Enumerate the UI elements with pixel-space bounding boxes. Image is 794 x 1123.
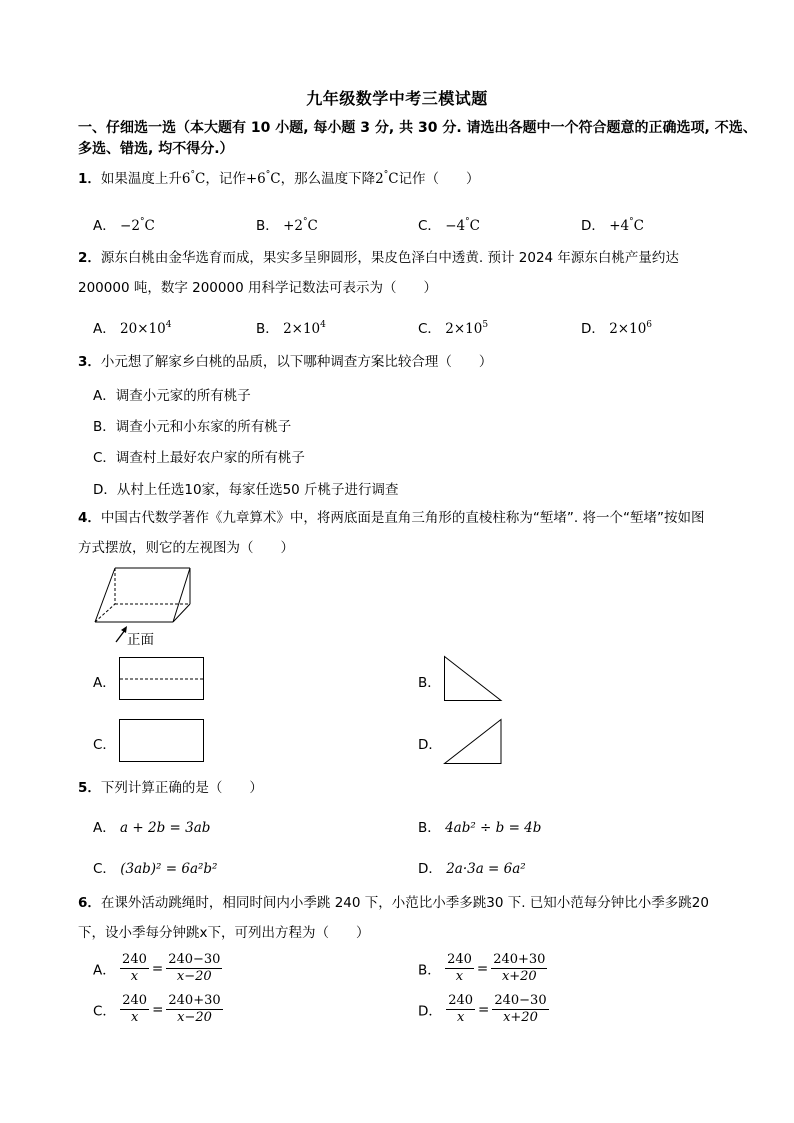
fraction-right (166, 993, 222, 1026)
denominator: x+20 (501, 969, 537, 984)
option-label: A． (93, 820, 116, 836)
q3-option-a[interactable]: A．调查小元家的所有桃子 (93, 388, 251, 404)
equals-sign: = (152, 1001, 164, 1018)
option-value: −4 (445, 218, 466, 234)
q4-option-c-figure[interactable] (119, 719, 205, 763)
equals-sign: = (151, 960, 164, 977)
option-expression: 2a·3a = 6a² (446, 861, 526, 877)
q2-option-a[interactable] (93, 317, 171, 337)
option-label: D． (418, 861, 442, 877)
degree-sign: ° (383, 170, 389, 180)
question-number: 5． (78, 780, 101, 796)
fraction-left (446, 993, 475, 1026)
q4-option-b-figure[interactable] (444, 656, 504, 702)
q1-text: ，那么温度下降 (280, 171, 376, 187)
q6-option-d[interactable] (418, 993, 549, 1026)
option-value: 2×10 (609, 321, 647, 337)
question-number: 4． (78, 510, 101, 526)
denominator: x (455, 969, 464, 984)
denominator: x (130, 969, 139, 984)
option-value: +4 (609, 218, 630, 234)
unit: C (307, 218, 318, 234)
degree-sign: ° (465, 217, 470, 227)
fraction-left (120, 952, 149, 985)
numerator: 240−30 (494, 993, 547, 1008)
section-heading: 一、仔细选一选（本大题有 10 小题, 每小题 3 分, 共 30 分. 请选出各题中一个符合题意的正确选项, 不选、多选、错选, 均不得分.） (78, 120, 757, 157)
option-label: B． (256, 218, 279, 234)
option-expression: 4ab² ÷ b = 4b (445, 820, 542, 836)
numerator: 240 (447, 952, 472, 967)
q1-value: 2 (375, 171, 384, 187)
question-6 (78, 888, 758, 948)
q6-line-1: 在课外活动跳绳时，相同时间内小季跳 240 下，小范比小季多跳30 下. 已知小范每分钟比小季多跳20 (100, 895, 709, 911)
q6-option-b[interactable] (418, 952, 547, 985)
q2-option-b[interactable] (256, 317, 326, 337)
q4-option-d-figure[interactable] (444, 719, 504, 765)
option-value: 2×10 (445, 321, 483, 337)
numerator: 240+30 (168, 993, 221, 1008)
denominator: x−20 (177, 1010, 212, 1025)
q3-option-d[interactable]: D．从村上任选10家，每家任选50 斤桃子进行调查 (93, 482, 399, 498)
q6-line-2: 下，设小季每分钟跳x下，可列出方程为（ ） (78, 925, 370, 941)
q3-option-b[interactable]: B．调查小元和小东家的所有桃子 (93, 419, 292, 435)
question-number: 3． (78, 354, 101, 370)
q2-option-d[interactable] (581, 317, 652, 337)
option-label: D． (581, 218, 605, 234)
q4-option-d-label[interactable]: D． (418, 737, 442, 753)
q4-option-c-label[interactable]: C． (93, 737, 116, 753)
question-number: 6． (78, 895, 101, 911)
q1-option-a[interactable] (93, 214, 155, 234)
denominator: x (456, 1010, 465, 1025)
q1-text: 如果温度上升 (100, 171, 182, 187)
exponent: 6 (646, 320, 653, 330)
numerator: 240 (122, 952, 147, 967)
option-label: B． (256, 321, 279, 337)
option-label: A． (93, 218, 116, 234)
question-2 (78, 243, 758, 303)
q4-line-2: 方式摆放，则它的左视图为（ ） (78, 540, 294, 556)
q1-option-b[interactable] (256, 214, 318, 234)
q3-text: 小元想了解家乡白桃的品质，以下哪种调查方案比较合理（ ） (100, 354, 493, 370)
q1-value: 6 (181, 171, 191, 187)
numerator: 240+30 (493, 952, 546, 967)
q6-option-c[interactable] (93, 993, 223, 1026)
degree-sign: ° (139, 217, 145, 227)
front-label: 正面 (127, 632, 154, 648)
degree-sign: ° (629, 217, 634, 227)
option-value: 20×10 (120, 321, 166, 337)
numerator: 240 (122, 993, 148, 1008)
fraction-right (492, 993, 548, 1026)
q1-option-d[interactable] (581, 214, 644, 234)
question-number: 2． (78, 250, 101, 266)
fraction-left (445, 952, 474, 985)
q4-option-a-label[interactable]: A． (93, 675, 116, 691)
q2-line-1: 源东白桃由金华选育而成，果实多呈卵圆形，果皮色泽白中透黄. 预计 2024 年源东白桃产量约达 (100, 250, 679, 266)
q4-line-1: 中国古代数学著作《九章算术》中，将两底面是直角三角形的直棱柱称为“堑堵”. 将一个“堑堵”按如图 (100, 510, 705, 526)
fraction-right (166, 952, 222, 985)
exponent: 4 (165, 320, 172, 330)
q4-option-a-figure[interactable] (119, 657, 205, 701)
unit: C (270, 171, 281, 187)
degree-sign: ° (265, 170, 271, 180)
option-label: C． (93, 1003, 116, 1020)
unit: C (144, 218, 155, 234)
denominator: x−20 (176, 969, 212, 984)
q5-option-a[interactable] (93, 816, 210, 836)
q5-option-b[interactable] (418, 816, 541, 836)
option-label: D． (418, 1003, 442, 1020)
unit: C (195, 171, 206, 187)
question-number: 1． (78, 171, 101, 187)
denominator: x+20 (503, 1010, 538, 1025)
question-3 (78, 347, 758, 377)
option-label: C． (93, 861, 116, 877)
option-value: 2×10 (283, 321, 321, 337)
option-label: A． (93, 962, 116, 979)
question-4 (78, 503, 758, 563)
question-5 (78, 773, 758, 803)
q1-value: +6 (245, 171, 266, 187)
degree-sign: ° (302, 217, 308, 227)
fraction-right (491, 952, 547, 985)
option-expression: (3ab)² = 6a²b² (120, 861, 218, 877)
fraction-left (120, 993, 149, 1026)
q3-option-c[interactable]: C．调查村上最好农户家的所有桃子 (93, 450, 305, 466)
q1-option-c[interactable] (418, 214, 480, 234)
option-value: −2 (120, 218, 140, 234)
q2-line-2: 200000 吨，数字 200000 用科学记数法可表示为（ ） (78, 280, 437, 296)
q6-option-a[interactable] (93, 952, 222, 985)
unit: C (388, 171, 399, 187)
exponent: 5 (482, 320, 489, 330)
option-label: A． (93, 321, 116, 337)
question-1 (78, 164, 758, 194)
equals-sign: = (478, 1001, 490, 1018)
unit: C (633, 218, 644, 234)
numerator: 240 (448, 993, 474, 1008)
unit: C (469, 218, 480, 234)
q2-option-c[interactable] (418, 317, 488, 337)
option-label: C． (418, 321, 441, 337)
option-label: B． (418, 820, 441, 836)
option-label: D． (581, 321, 605, 337)
equals-sign: = (476, 960, 489, 977)
q5-option-c[interactable] (93, 857, 217, 877)
q1-text: ，记作 (205, 171, 246, 187)
numerator: 240−30 (168, 952, 221, 967)
q4-option-b-label[interactable]: B． (418, 675, 441, 691)
exponent: 4 (320, 320, 326, 330)
denominator: x (130, 1010, 139, 1025)
degree-sign: ° (190, 170, 195, 180)
q5-option-d[interactable] (418, 857, 526, 877)
option-label: B． (418, 962, 441, 979)
arrow-line (116, 630, 125, 642)
q5-text: 下列计算正确的是（ ） (100, 780, 263, 796)
q1-text: 记作（ ） (398, 171, 480, 187)
option-value: +2 (283, 218, 303, 234)
page-title: 九年级数学中考三模试题 (306, 89, 488, 108)
option-expression: a + 2b = 3ab (120, 820, 211, 836)
option-label: C． (418, 218, 441, 234)
